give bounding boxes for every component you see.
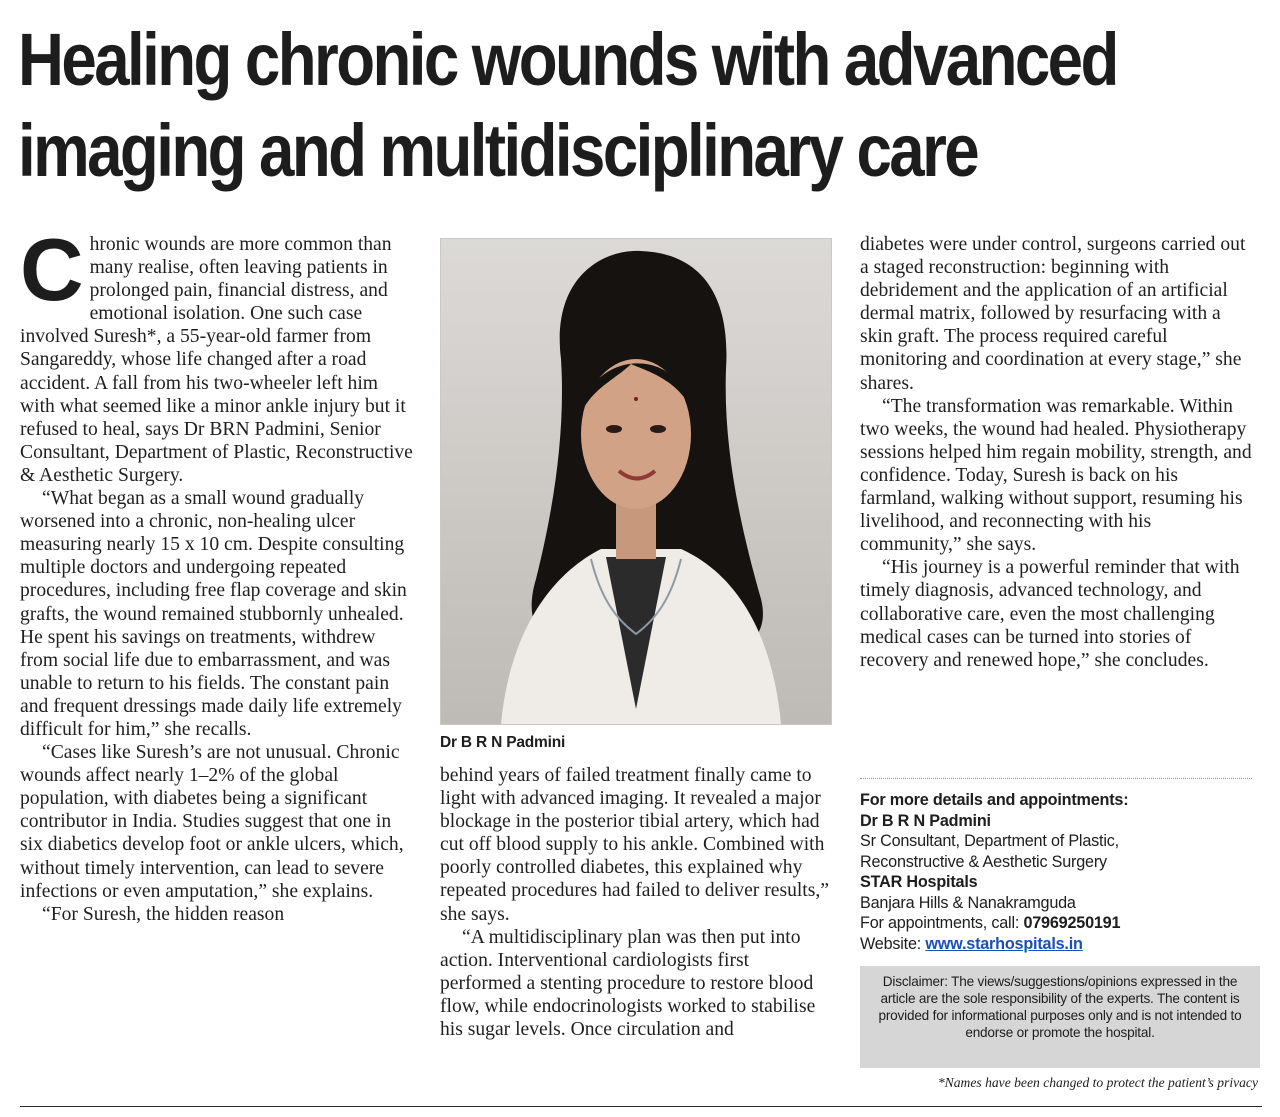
hospital-locations: Banjara Hills & Nanakramguda (860, 893, 1076, 912)
headline-line-1: Healing chronic wounds with advanced (18, 18, 1117, 101)
privacy-footnote: *Names have been changed to protect the patient’s privacy (937, 1075, 1258, 1090)
body-paragraph: “The transformation was remarkable. Within two weeks, the wound had healed. Physiotherapy sessions helped him regain mobility, strength, and confidence. Today, Suresh is back on his farmland, walking without support, resuming his livelihood, and reconnecting with his community,” she says. (860, 395, 1252, 556)
phone-number[interactable]: 07969250191 (1023, 914, 1121, 932)
body-paragraph: “What began as a small wound gradually worsened into a chronic, non-healing ulcer measuring nearly 15 x 10 cm. Despite consulting multiple doctors and undergoing repeated procedures, including free flap coverage and skin grafts, the wound remained stubbornly unhealed. He spent his savings on treatments, withdrew from social life due to embarrassment, and was unable to return to his fields. The constant pain and frequent dressings made daily life extremely difficult for him,” she recalls. (20, 488, 407, 740)
body-paragraph: diabetes were under control, surgeons carried out a staged reconstruction: beginning with debridement and the application of an artificial dermal matrix, followed by resurfacing with a skin graft. The process required careful monitoring and coordination at every stage,” she shares. (860, 234, 1246, 394)
website-label: Website: (860, 934, 926, 953)
lead-text: hronic wounds are more common than many realise, often leaving patients in prolonged pain, financial distress, and emotional isolation. One such case involved Suresh*, a 55-year-old farmer from Sangareddy, whose life changed after a road accident. A fall from his two-wheeler left him with what seemed like a minor ankle injury but it refused to heal, says Dr BRN Padmini, Senior Consultant, Department of Plastic, Reconstructive & Aesthetic Surgery. (20, 234, 413, 486)
lead-paragraph (20, 220, 416, 487)
bottom-divider (20, 1106, 1262, 1107)
portrait-illustration (441, 239, 831, 724)
dotted-divider (860, 778, 1252, 779)
phone-line (860, 913, 1260, 934)
article-column-2 (440, 764, 832, 1041)
hospital-name: STAR Hospitals (860, 873, 978, 891)
body-paragraph: behind years of failed treatment finally came to light with advanced imaging. It revealed a major blockage in the posterior tibial artery, which had cut off blood supply to his ankle. Combined with poorly controlled diabetes, this explained why repeated procedures had failed to deliver results,” she says. (440, 765, 829, 925)
disclaimer-box: Disclaimer: The views/suggestions/opinions expressed in the article are the sole responsibility of the experts. The content is provided for informational purposes only and is not intended to endorse or promote the hospital. (860, 966, 1260, 1068)
headline-line-2: imaging and multidisciplinary care (18, 109, 978, 192)
contact-heading: For more details and appointments: (860, 791, 1129, 809)
contact-box (860, 790, 1260, 954)
headline (18, 14, 1117, 196)
phone-label: For appointments, call: (860, 914, 1024, 932)
photo-caption: Dr B R N Padmini (440, 734, 566, 751)
body-paragraph: “Cases like Suresh’s are not unusual. Chronic wounds affect nearly 1–2% of the global population, with diabetes being a significant contributor in India. Studies suggest that one in six diabetics develop foot or ankle ulcers, which, without timely intervention, can lead to severe infections or even amputation,” she explains. (20, 742, 404, 902)
body-paragraph: “For Suresh, the hidden reason (42, 903, 285, 925)
doctor-name: Dr B R N Padmini (860, 811, 991, 830)
body-paragraph: “A multidisciplinary plan was then put into action. Interventional cardiologists first performed a stenting procedure to restore blood flow, while endocrinologists worked to stabilise his sugar levels. Once circulation and (440, 926, 816, 1041)
article-column-3 (860, 233, 1254, 672)
doctor-role-line-2: Reconstructive & Aesthetic Surgery (860, 852, 1107, 871)
doctor-role-line-1: Sr Consultant, Department of Plastic, (860, 832, 1119, 850)
drop-cap: C (20, 220, 84, 319)
website-link[interactable]: www.starhospitals.in (925, 934, 1083, 953)
article-column-1 (20, 220, 416, 926)
website-line (860, 934, 1260, 955)
portrait-photo (440, 238, 832, 725)
body-paragraph: “His journey is a powerful reminder that with timely diagnosis, advanced technology, and collaborative care, even the most challenging medical cases can be turned into stories of recovery and renewed hope,” she concludes. (860, 557, 1240, 671)
